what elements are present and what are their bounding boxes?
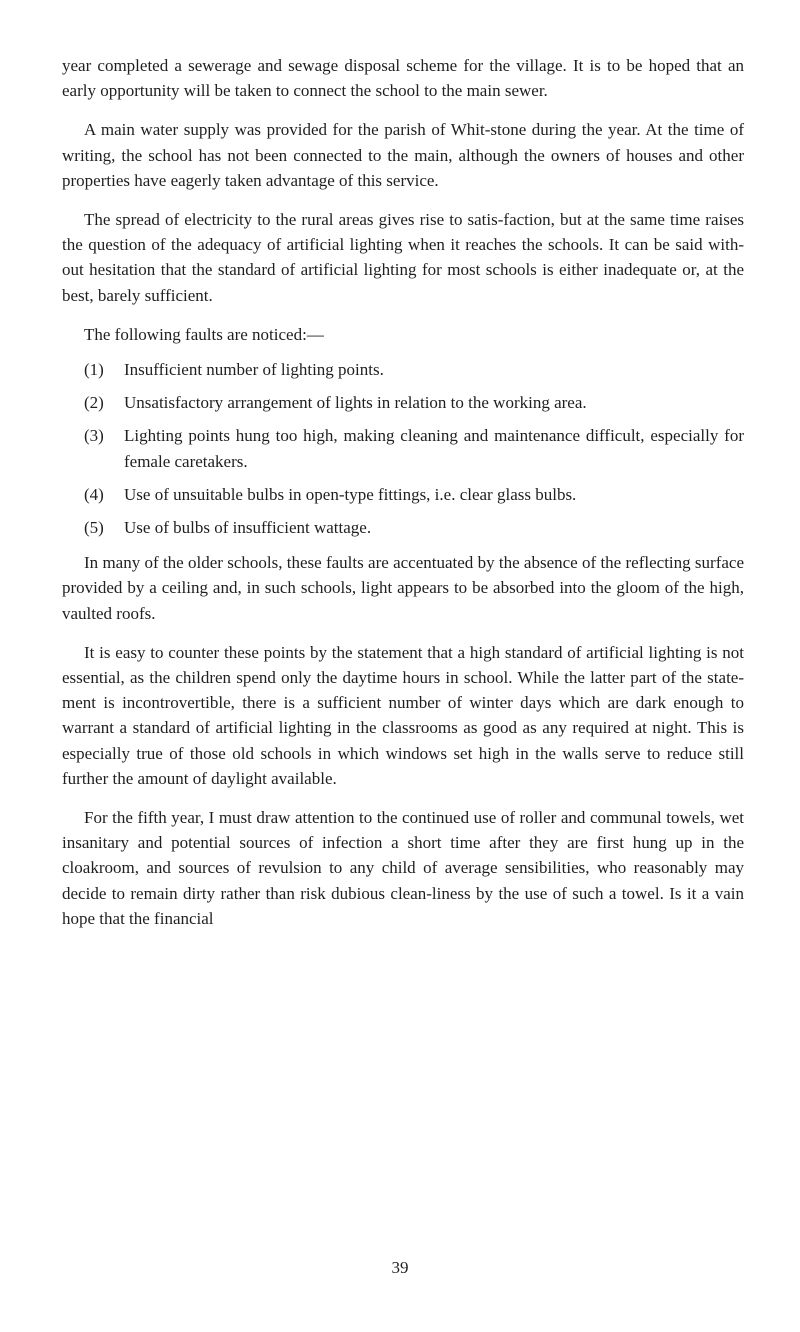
document-page [62,53,744,945]
list-item-number: (2) [84,393,104,413]
paragraph-faults-intro: The following faults are noticed:— [84,324,324,344]
list-item-text: Unsatisfactory arrangement of lights in relation to the working area. [124,393,587,413]
list-item-number: (5) [84,518,104,538]
list-item [84,482,744,507]
paragraph-sewerage: year completed a sewerage and sewage disposal scheme for the village. It is to be hoped that an early opportunity will be taken to connect the school to the main sewer. [62,56,744,101]
paragraph-water-supply: A main water supply was provided for the parish of Whit-stone during the year. At the time of writing, the school has not been connected to the main, although the owners of houses and other properties have eagerly taken advantage of this service. [62,120,744,190]
list-item [84,515,744,540]
faults-list [62,357,744,540]
list-item [84,390,744,415]
paragraph-towels: For the fifth year, I must draw attention to the continued use of roller and communal towels, wet insanitary and potential sources of infection a short time after they are first hung up in the cloakroom, and sources of revulsion to any child of average sensibilities, who reasonably may decide to remain dirty rather than risk dubious clean-liness by the use of such a towel. Is it a vain hope that the financial [62,808,744,928]
list-item-text: Use of bulbs of insufficient wattage. [124,518,372,538]
list-item-number: (1) [84,360,104,380]
list-item-number: (4) [84,484,104,504]
list-item-number: (3) [84,426,104,446]
paragraph-daylight: It is easy to counter these points by the statement that a high standard of artificial lighting is not essential, as the children spend only the daytime hours in school. While the latter part of the state-ment is incontrovertible, there is a sufficient number of winter days which are dark enough to warrant a standard of artificial lighting in the classrooms as good as any required at night. This is especially true of those old schools in which windows set high in the walls serve to reduce still further the amount of daylight available. [62,642,744,788]
paragraph-electricity: The spread of electricity to the rural areas gives rise to satis-faction, but at the same time raises the question of the adequacy of artificial lighting when it reaches the schools. It can be said with-out hesitation that the standard of artificial lighting for most schools is either inadequate or, at the best, barely sufficient. [62,210,744,305]
list-item [84,423,744,473]
list-item-text: Lighting points hung too high, making cleaning and maintenance difficult, especially for female caretakers. [124,426,744,471]
page-number: 39 [391,1258,409,1277]
list-item-text: Use of unsuitable bulbs in open-type fittings, i.e. clear glass bulbs. [124,484,577,504]
list-item-text: Insufficient number of lighting points. [124,360,384,380]
paragraph-older-schools: In many of the older schools, these faults are accentuated by the absence of the reflecting surface provided by a ceiling and, in such schools, light appears to be absorbed into the gloom of the high, vaulted roofs. [62,553,744,623]
list-item [84,357,744,382]
